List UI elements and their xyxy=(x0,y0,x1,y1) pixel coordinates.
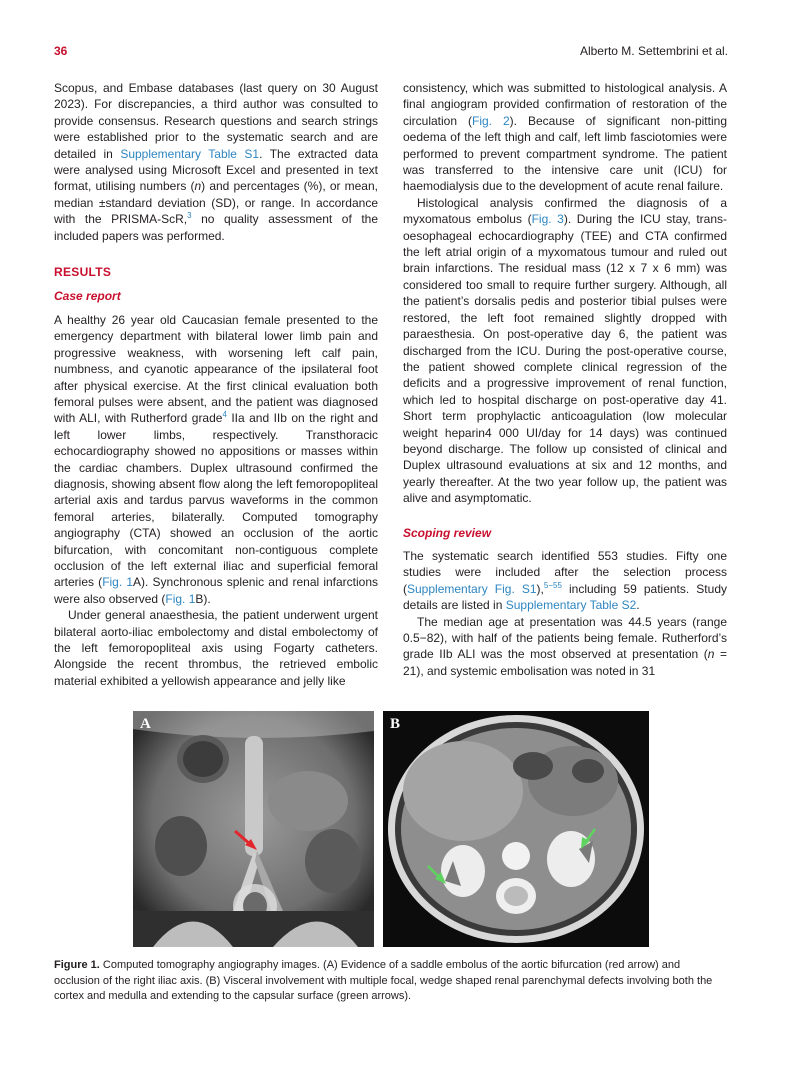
scoping-paragraph: The systematic search identified 553 studies. Fifty one studies were included after the selection process (Supplementary Fig. S1),$^{5-55}$ including 59 patients. Study details are listed in Supplementary Table S2. xyxy=(403,548,727,613)
reference-4-link[interactable]: 4 xyxy=(222,410,227,420)
supplementary-table-s2-link[interactable]: Supplementary Table S2 xyxy=(505,598,637,613)
figure-1 xyxy=(133,711,649,947)
caption-text: Computed tomography angiography images. (A) Evidence of a saddle embolus of the aortic bifurcation (red arrow) and occlusion of the right iliac axis. (B) Visceral involvement with multiple focal, wedge shaped renal parenchymal defects involving both the cortex and medulla and extending to the capsular surface (green arrows). xyxy=(54,959,713,1002)
demographics-paragraph: The median age at presentation was 44.5 years (range 0.5−82), with half of the patients being female. Rutherford’s grade IIb ALI was the most observed at presentation (n = 21), and systemic embolisation was noted in 31 xyxy=(403,614,727,678)
reference-3-link[interactable]: 3 xyxy=(187,211,192,221)
angiogram-paragraph: consistency, which was submitted to histological analysis. A final angiogram provided confirmation of restoration of the circulation (Fig. 2). Because of significant non-pitting oedema of the left thigh and calf, left limb fasciotomies were performed to prevent compartment syndrome. The patient was transferred to the intensive care unit (ICU) for haemodialysis due to the development of acute renal failure. xyxy=(403,81,727,194)
results-heading: RESULTS xyxy=(54,265,112,280)
right-kidney xyxy=(441,845,485,897)
figure-1-caption xyxy=(54,958,728,1005)
ct-axial-drawing xyxy=(383,711,649,947)
methods-paragraph: Scopus, and Embase databases (last query on 30 August 2023). For discrepancies, a third author was consulted to provide consensus. Research questions and search strings were established prior to the systematic search and are detailed in Supplementary Table S1. The extracted data were analysed using Microsoft Excel and presented in text format, utilising numbers (n) and percentages (%), or mean, median ±standard deviation (SD), or range. In accordance with the PRISMA-ScR,$^3$ no quality assessment of the included papers was performed. xyxy=(54,81,379,243)
references-5-55-link[interactable]: 5−55 xyxy=(543,580,562,590)
case-report-heading: Case report xyxy=(54,289,121,304)
case-report-paragraph: A healthy 26 year old Caucasian female presented to the emergency department with bilateral lower limb pain and progressive weakness, with worsening left calf pain, numbness, and cyanotic appearance of the ipsilateral foot after physical exercise. At the first clinical evaluation both femoral pulses were absent, and the patient was diagnosed with ALI, with Rutherford grade$^4$ IIa and IIb on the right and left lower limbs, respectively. Transthoracic echocardiography showed no appositions or masses within the cardiac chambers. Duplex ultrasound confirmed the diagnosis, showing absent flow along the left femoropopliteal arterial axis and tardus parvus waveforms in the common femoral arteries, bilaterally. Computed tomography angiography (CTA) showed an occlusion of the aortic bifurcation, with concomitant non-contiguous complete occlusion of the left external iliac and superficial femoral arteries (Fig. 1A). Synchronous splenic and renal infarctions were also observed (Fig. 1B). xyxy=(54,312,379,606)
fig-1a-link[interactable]: Fig. 1 xyxy=(102,575,134,590)
fig-2-link[interactable]: Fig. 2 xyxy=(472,113,510,128)
supplementary-fig-s1-link[interactable]: Supplementary Fig. S1 xyxy=(407,581,537,596)
supplementary-table-s1-link[interactable]: Supplementary Table S1 xyxy=(120,146,260,161)
ct-coronal-image xyxy=(133,711,374,947)
fig-1b-link[interactable]: Fig. 1 xyxy=(165,591,196,606)
running-head: Alberto M. Settembrini et al. xyxy=(579,44,728,58)
panel-a-label: A xyxy=(140,716,151,732)
panel-b-label: B xyxy=(390,716,401,732)
right-column xyxy=(403,80,727,679)
surgery-paragraph: Under general anaesthesia, the patient underwent urgent bilateral aorto-iliac embolectomy and distal embolectomy of the left femoropopliteal axis using Fogarty catheters. Alongside the recent thrombus, the retrieved embolic material exhibited a yellowish appearance and jelly like xyxy=(54,608,378,688)
caption-label: Figure 1. xyxy=(54,959,100,971)
histology-paragraph: Histological analysis confirmed the diagnosis of a myxomatous embolus (Fig. 3). During the ICU stay, trans-oesophageal echocardiography (TEE) and CTA confirmed the left atrial origin of a myxomatous tumour and ruled out brain infarctions. The residual mass (12 x 7 x 6 mm) was considered too small to require further surgery. Although, all the patient’s dorsalis pedis and posterior tibial pulses were restored, the left foot remained slightly dropped with paraesthesia. On post-operative day 6, the patient was discharged from the ICU. During the post-operative course, the patient showed complete clinical regression of the deficits and a progressive improvement of renal function, which led to hospital discharge on post-operative day 41. Short term prophylactic anticoagulation (low molecular weight heparin4 000 UI/day for 14 days) was continued beyond discharge. The follow up consisted of clinical and Duplex ultrasound evaluations at six and 12 months, and yearly thereafter. At the two year follow up, the patient was alive and asymptomatic. xyxy=(403,195,727,506)
left-column xyxy=(54,80,378,689)
page-number: 36 xyxy=(54,44,68,58)
ct-axial-image xyxy=(383,711,649,947)
aorta xyxy=(502,842,530,870)
ct-coronal-drawing xyxy=(133,711,374,947)
fig-3-link[interactable]: Fig. 3 xyxy=(531,212,564,227)
scoping-review-heading: Scoping review xyxy=(403,525,492,540)
